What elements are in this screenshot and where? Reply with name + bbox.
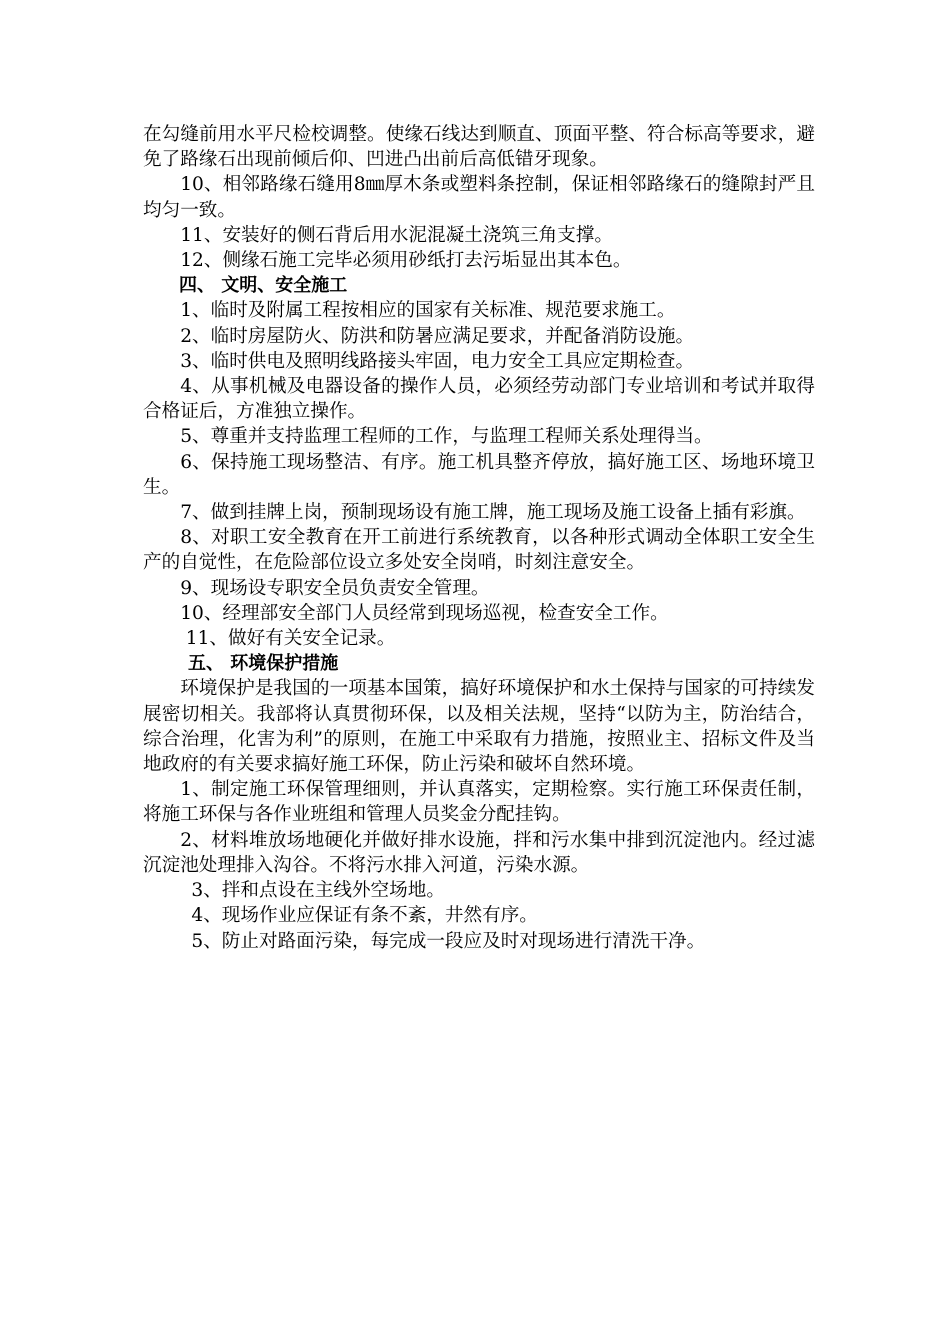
paragraph: 3、临时供电及照明线路接头牢固，电力安全工具应定期检查。 bbox=[180, 350, 695, 372]
section-heading: 四、 文明、安全施工 bbox=[179, 275, 348, 297]
paragraph: 5、尊重并支持监理工程师的工作，与监理工程师关系处理得当。 bbox=[180, 426, 713, 448]
paragraph: 6、保持施工现场整洁、有序。施工机具整齐停放，搞好施工区、场地环境卫生。 bbox=[143, 451, 815, 498]
paragraph: 7、做到挂牌上岗，预制现场设有施工牌，施工现场及施工设备上插有彩旗。 bbox=[180, 502, 806, 524]
paragraph: 2、材料堆放场地硬化并做好排水设施，拌和污水集中排到沉淀池内。经过滤沉淀池处理排入沟谷。不将污水排入河道，污染水源。 bbox=[143, 829, 815, 876]
paragraph: 2、临时房屋防火、防洪和防暑应满足要求，并配备消防设施。 bbox=[180, 325, 695, 347]
paragraph: 10、相邻路缘石缝用8㎜厚木条或塑料条控制，保证相邻路缘石的缝隙封严且均匀一致。 bbox=[143, 174, 815, 221]
section-heading: 五、 环境保护措施 bbox=[188, 653, 339, 675]
paragraph: 3、拌和点设在主线外空场地。 bbox=[191, 880, 445, 902]
paragraph: 1、制定施工环保管理细则，并认真落实，定期检察。实行施工环保责任制，将施工环保与各作业班组和管理人员奖金分配挂钩。 bbox=[143, 779, 815, 826]
paragraph: 8、对职工安全教育在开工前进行系统教育，以各种形式调动全体职工安全生产的自觉性，在危险部位设立多处安全岗哨，时刻注意安全。 bbox=[143, 527, 815, 574]
paragraph: 5、防止对路面污染，每完成一段应及时对现场进行清洗干净。 bbox=[191, 930, 706, 952]
paragraph: 11、做好有关安全记录。 bbox=[185, 628, 396, 650]
paragraph: 在勾缝前用水平尺检校调整。使缘石线达到顺直、顶面平整、符合标高等要求，避免了路缘石出现前倾后仰、凹进凸出前后高低错牙现象。 bbox=[143, 124, 815, 171]
document-page bbox=[143, 122, 815, 954]
paragraph: 4、从事机械及电器设备的操作人员，必须经劳动部门专业培训和考试并取得合格证后，方准独立操作。 bbox=[143, 376, 815, 423]
paragraph: 9、现场设专职安全员负责安全管理。 bbox=[180, 577, 490, 599]
paragraph: 1、临时及附属工程按相应的国家有关标准、规范要求施工。 bbox=[180, 300, 676, 322]
paragraph: 4、现场作业应保证有条不紊，井然有序。 bbox=[191, 905, 538, 927]
paragraph: 10、经理部安全部门人员经常到现场巡视，检查安全工作。 bbox=[180, 602, 669, 624]
paragraph: 12、侧缘石施工完毕必须用砂纸打去污垢显出其本色。 bbox=[180, 250, 632, 272]
paragraph: 环境保护是我国的一项基本国策，搞好环境保护和水土保持与国家的可持续发展密切相关。我部将认真贯彻环保，以及相关法规，坚持“以防为主，防治结合，综合治理，化害为利”的原则，在施工中采取有力措施，按照业主、招标文件及当地政府的有关要求搞好施工环保，防止污染和破坏自然环境。 bbox=[143, 678, 815, 776]
paragraph: 11、安装好的侧石背后用水泥混凝土浇筑三角支撑。 bbox=[180, 224, 613, 246]
